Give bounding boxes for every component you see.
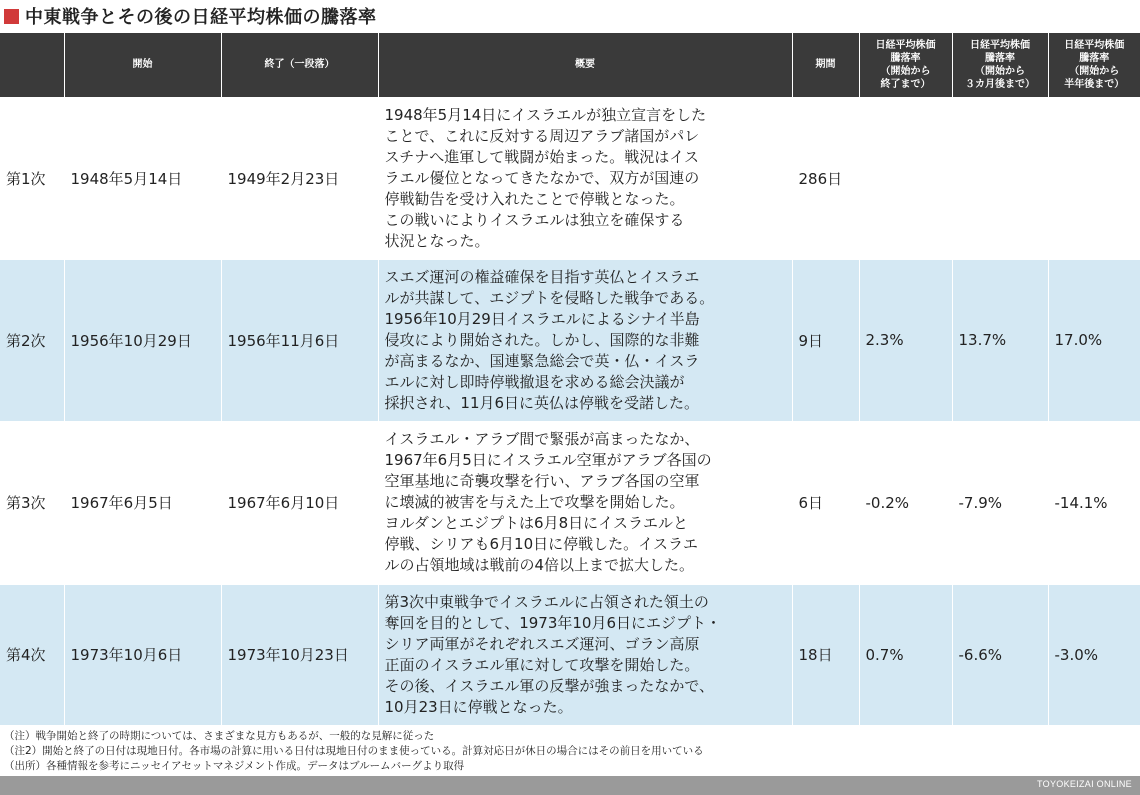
row-rate-to-end: 2.3%: [859, 259, 952, 421]
row-rate-6m: -3.0%: [1048, 584, 1140, 725]
row-name: 第3次: [0, 421, 64, 584]
row-period: 6日: [792, 421, 859, 584]
row-summary: 1948年5月14日にイスラエルが独立宣言をした ことで、これに反対する周辺アラブ諸国がパレ スチナへ進軍して戦闘が始まった。戦況はイス ラエル優位となってきたなかで、双方が国連の 停戦勧告を受け入れたことで停戦となった。 この戦いによりイスラエルは独立を確保する 状況となった。: [378, 97, 792, 259]
footer-bar: [0, 776, 1140, 795]
footnote: （注）戦争開始と終了の時期については、さまざまな見方もあるが、一般的な見解に従った: [4, 730, 435, 742]
row-end: 1956年11月6日: [221, 259, 378, 421]
data-table: [0, 33, 1140, 725]
row-rate-to-end: 0.7%: [859, 584, 952, 725]
col-header-rate-6m: 日経平均株価 騰落率 （開始から 半年後まで）: [1048, 33, 1140, 97]
row-end: 1973年10月23日: [221, 584, 378, 725]
row-rate-6m: [1048, 97, 1140, 259]
row-name: 第4次: [0, 584, 64, 725]
row-summary: 第3次中東戦争でイスラエルに占領された領土の 奪回を目的として、1973年10月6日にエジプト・ シリア両軍がそれぞれスエズ運河、ゴラン高原 正面のイスラエル軍に対して攻撃を開始した。 その後、イスラエル軍の反撃が強まったなかで、 10月23日に停戦となった。: [378, 584, 792, 725]
row-rate-3m: -7.9%: [952, 421, 1048, 584]
row-rate-3m: 13.7%: [952, 259, 1048, 421]
col-header-name: [0, 33, 64, 97]
col-header-summary: 概要: [378, 33, 792, 97]
row-start: 1973年10月6日: [64, 584, 221, 725]
row-rate-to-end: -0.2%: [859, 421, 952, 584]
row-start: 1948年5月14日: [64, 97, 221, 259]
table-row: [0, 421, 1140, 584]
row-rate-3m: [952, 97, 1048, 259]
row-end: 1967年6月10日: [221, 421, 378, 584]
row-rate-3m: -6.6%: [952, 584, 1048, 725]
col-header-rate-3m: 日経平均株価 騰落率 （開始から ３カ月後まで）: [952, 33, 1048, 97]
row-name: 第1次: [0, 97, 64, 259]
row-rate-6m: -14.1%: [1048, 421, 1140, 584]
col-header-period: 期間: [792, 33, 859, 97]
col-header-rate-to-end: 日経平均株価 騰落率 （開始から 終了まで）: [859, 33, 952, 97]
row-rate-to-end: [859, 97, 952, 259]
table-row: [0, 97, 1140, 259]
row-period: 286日: [792, 97, 859, 259]
row-start: 1956年10月29日: [64, 259, 221, 421]
title-bar: [0, 0, 1140, 32]
table-header-row: [0, 33, 1140, 97]
row-name: 第2次: [0, 259, 64, 421]
page-title: 中東戦争とその後の日経平均株価の騰落率: [25, 7, 377, 28]
row-start: 1967年6月5日: [64, 421, 221, 584]
col-header-start: 開始: [64, 33, 221, 97]
table-row: [0, 584, 1140, 725]
footnotes: [4, 729, 704, 774]
row-rate-6m: 17.0%: [1048, 259, 1140, 421]
title-marker-icon: [4, 9, 19, 24]
footnote: （注2）開始と終了の日付は現地日付。各市場の計算に用いる日付は現地日付のまま使っている。計算対応日が休日の場合にはその前日を用いている: [4, 745, 704, 757]
row-period: 9日: [792, 259, 859, 421]
row-end: 1949年2月23日: [221, 97, 378, 259]
col-header-end: 終了（一段落）: [221, 33, 378, 97]
row-period: 18日: [792, 584, 859, 725]
row-summary: スエズ運河の権益確保を目指す英仏とイスラエ ルが共謀して、エジプトを侵略した戦争である。 1956年10月29日イスラエルによるシナイ半島 侵攻により開始された。しかし、国際的な非難 が高まるなか、国連緊急総会で英・仏・イスラ エルに対し即時停戦撤退を求める総会決議が 採択され、11月6日に英仏は停戦を受諾した。: [378, 259, 792, 421]
footnote: （出所）各種情報を参考にニッセイアセットマネジメント作成。データはブルームバーグより取得: [4, 760, 465, 772]
table-row: [0, 259, 1140, 421]
row-summary: イスラエル・アラブ間で緊張が高まったなか、 1967年6月5日にイスラエル空軍がアラブ各国の 空軍基地に奇襲攻撃を行い、アラブ各国の空軍 に壊滅的被害を与えた上で攻撃を開始した。 ヨルダンとエジプトは6月8日にイスラエルと 停戦、シリアも6月10日に停戦した。イスラエ ルの占領地域は戦前の4倍以上まで拡大した。: [378, 421, 792, 584]
footer-brand-logo: TOYOKEIZAI ONLINE: [1037, 779, 1132, 789]
